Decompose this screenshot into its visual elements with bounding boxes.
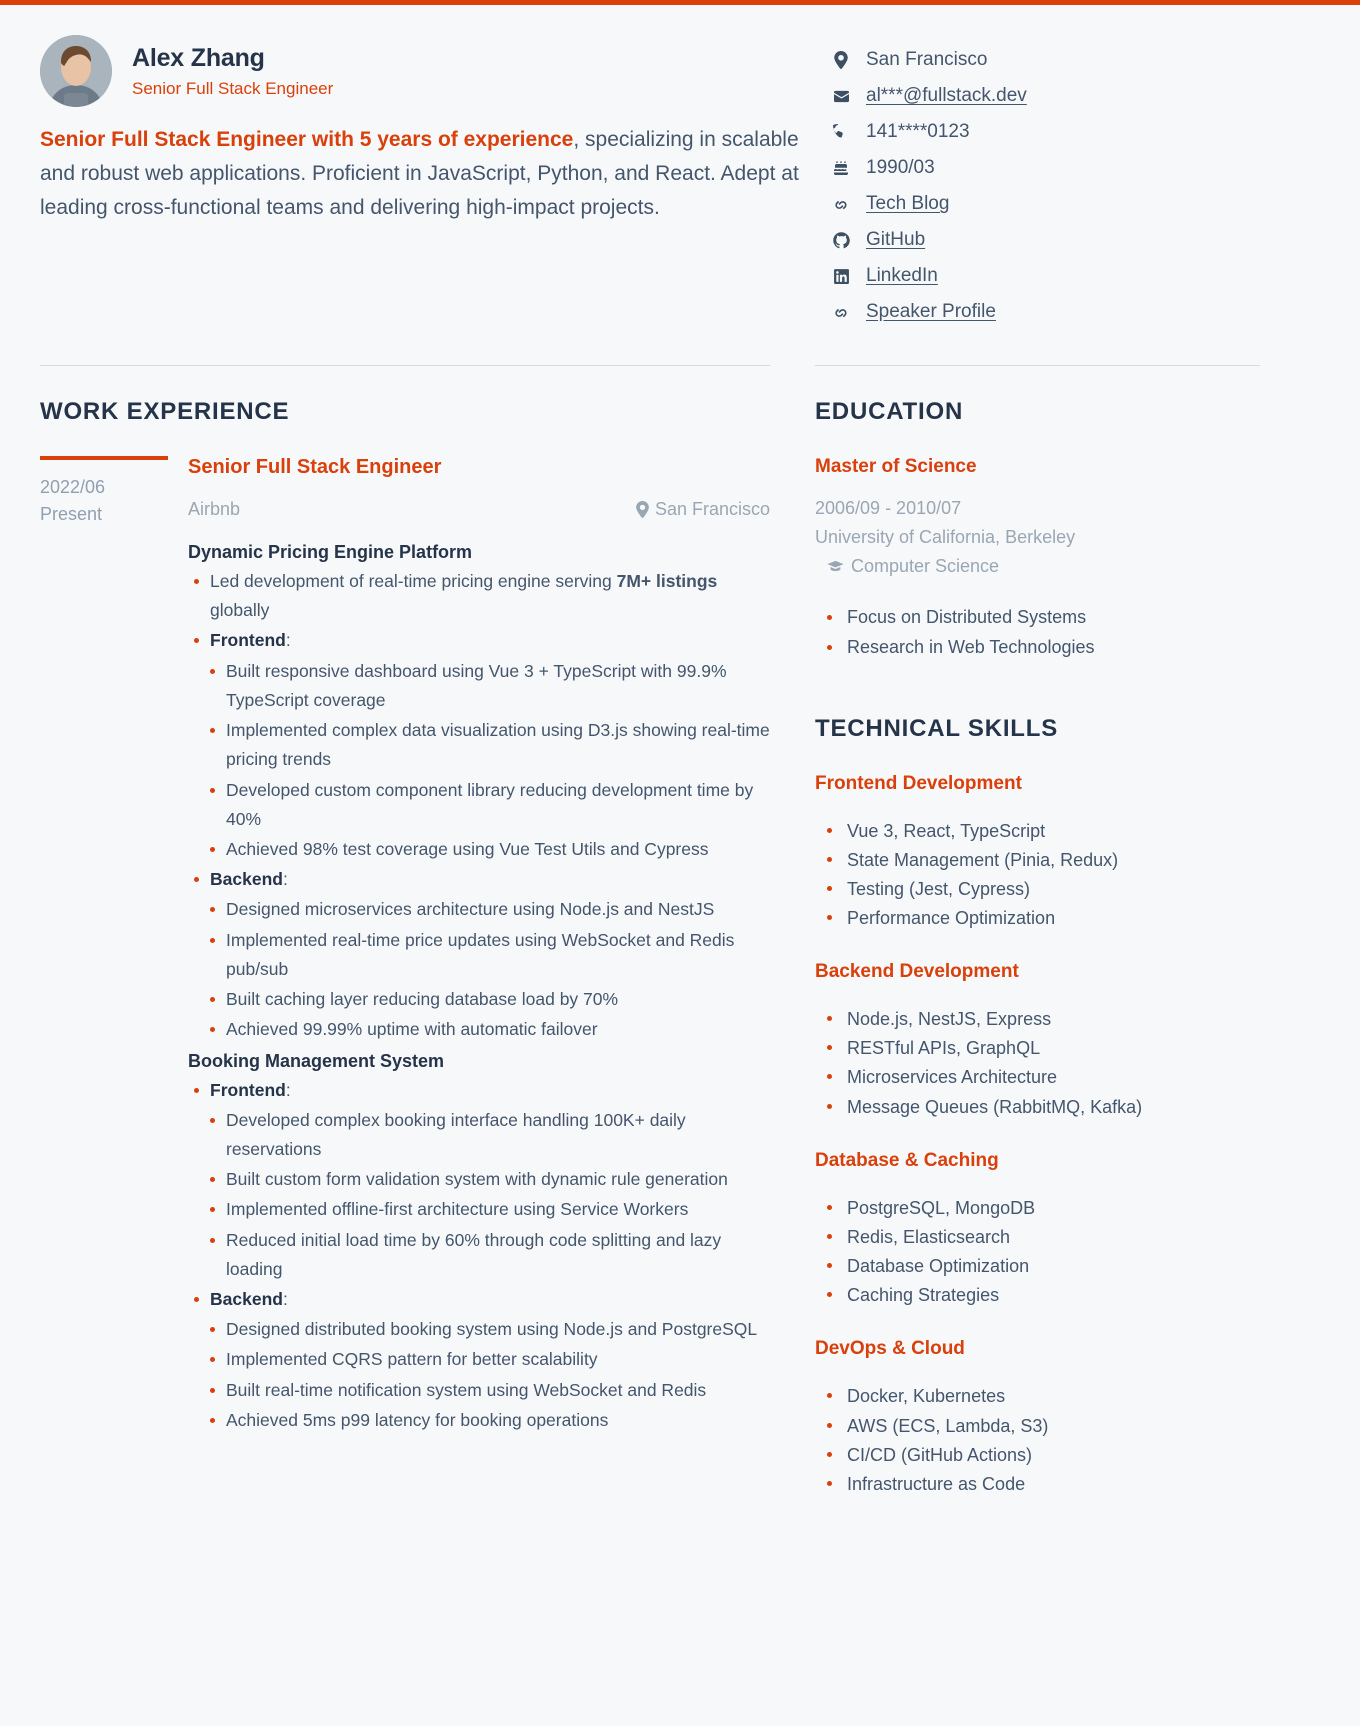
contact-item[interactable] <box>830 301 1280 323</box>
summary-highlight: Senior Full Stack Engineer with 5 years of experience <box>40 128 574 151</box>
bullet-item: Reduced initial load time by 60% through code splitting and lazy loading <box>188 1226 770 1284</box>
project-bullet-list <box>188 567 770 1045</box>
contact-item-label[interactable]: Speaker Profile <box>866 301 996 322</box>
company-name: Airbnb <box>188 499 241 519</box>
project-name: Booking Management System <box>188 1050 445 1071</box>
main-columns <box>40 398 1320 1527</box>
company-location <box>636 499 770 520</box>
job-entry <box>40 456 770 1436</box>
bullet-item: Developed complex booking interface handling 100K+ daily reservations <box>188 1106 770 1164</box>
education-highlight-item: Research in Web Technologies <box>815 633 1260 663</box>
contact-item-label: 141****0123 <box>866 121 970 142</box>
bullet-item: Developed custom component library reducing development time by 40% <box>188 776 770 834</box>
skill-item: Caching Strategies <box>815 1281 1260 1310</box>
education-section <box>815 398 1260 663</box>
contact-item-label: 1990/03 <box>866 157 935 178</box>
skill-item: State Management (Pinia, Redux) <box>815 846 1260 875</box>
bullet-item: Implemented complex data visualization using D3.js showing real-time pricing trends <box>188 716 770 774</box>
education-dates: 2006/09 - 2010/07 <box>815 498 962 518</box>
work-experience-section <box>40 398 770 1527</box>
technical-skills-heading: TECHNICAL SKILLS <box>815 714 1059 742</box>
skill-group <box>815 1338 1260 1499</box>
bullet-item: Built real-time notification system using WebSocket and Redis <box>188 1376 770 1405</box>
education-highlight-item: Focus on Distributed Systems <box>815 603 1260 633</box>
skill-item: CI/CD (GitHub Actions) <box>815 1441 1260 1470</box>
contact-item <box>830 157 1280 179</box>
github-icon <box>830 232 852 249</box>
work-experience-heading: WORK EXPERIENCE <box>40 398 290 425</box>
header-job-title: Senior Full Stack Engineer <box>132 79 334 98</box>
contact-item-label: San Francisco <box>866 49 988 70</box>
skill-item: AWS (ECS, Lambda, S3) <box>815 1412 1260 1441</box>
skill-item: Performance Optimization <box>815 904 1260 933</box>
bullet-item: Backend: <box>188 865 770 894</box>
person-avatar-photo-icon <box>40 35 112 107</box>
skill-item: Infrastructure as Code <box>815 1470 1260 1499</box>
contact-item-label[interactable]: LinkedIn <box>866 265 938 286</box>
envelope-icon <box>830 89 852 104</box>
bullet-item: Frontend: <box>188 626 770 655</box>
contact-item-label[interactable]: Tech Blog <box>866 193 950 214</box>
skill-item: Node.js, NestJS, Express <box>815 1005 1260 1034</box>
bullet-item: Implemented CQRS pattern for better scalability <box>188 1345 770 1374</box>
skill-item: PostgreSQL, MongoDB <box>815 1194 1260 1223</box>
linkedin-icon <box>830 268 852 285</box>
contact-item <box>830 121 1280 143</box>
education-major-label: Computer Science <box>851 556 1000 577</box>
education-highlights <box>815 603 1260 662</box>
skill-group-title: Backend Development <box>815 961 1019 983</box>
link-chain-icon <box>830 304 852 321</box>
avatar <box>40 35 112 107</box>
education-major <box>815 552 1260 581</box>
skill-group-title: Database & Caching <box>815 1149 999 1171</box>
skill-list <box>815 817 1260 934</box>
bullet-item: Led development of real-time pricing engine serving 7M+ listings globally <box>188 567 770 625</box>
company-row <box>188 499 770 520</box>
contact-item-label[interactable]: GitHub <box>866 229 926 250</box>
education-school: University of California, Berkeley <box>815 527 1076 548</box>
job-dates <box>40 456 188 1436</box>
contact-list <box>830 49 1280 323</box>
bullet-item: Backend: <box>188 1285 770 1314</box>
contact-item-label[interactable]: al***@fullstack.dev <box>866 85 1027 106</box>
bullet-item: Achieved 98% test coverage using Vue Test Utils and Cypress <box>188 835 770 864</box>
contact-item <box>830 49 1280 71</box>
contact-item[interactable] <box>830 193 1280 215</box>
bullet-item: Achieved 99.99% uptime with automatic failover <box>188 1015 770 1044</box>
skill-item: Redis, Elasticsearch <box>815 1223 1260 1252</box>
skill-item: Microservices Architecture <box>815 1063 1260 1092</box>
bullet-item: Built caching layer reducing database load by 70% <box>188 985 770 1014</box>
company-location-label: San Francisco <box>654 499 770 519</box>
skill-item: Database Optimization <box>815 1252 1260 1281</box>
bullet-item: Frontend: <box>188 1076 770 1105</box>
date-accent-bar <box>40 456 168 460</box>
bullet-item: Achieved 5ms p99 latency for booking operations <box>188 1406 770 1435</box>
bullet-item: Implemented real-time price updates using WebSocket and Redis pub/sub <box>188 926 770 984</box>
job-body <box>188 456 770 1436</box>
bullet-item: Built responsive dashboard using Vue 3 + TypeScript with 99.9% TypeScript coverage <box>188 657 770 715</box>
name-block <box>132 43 333 100</box>
technical-skills-section <box>815 715 1260 1500</box>
bullet-item: Designed distributed booking system using Node.js and PostgreSQL <box>188 1315 770 1344</box>
graduation-cap-icon <box>827 560 844 573</box>
contact-item[interactable] <box>830 265 1280 287</box>
resume-page <box>0 5 1360 1527</box>
birthday-cake-icon <box>830 160 852 176</box>
job-date-start: 2022/06 <box>40 477 106 497</box>
job-date-end: Present <box>40 504 103 524</box>
location-pin-icon <box>830 51 852 69</box>
projects-container <box>188 542 770 1435</box>
skill-group-title: Frontend Development <box>815 772 1022 794</box>
skill-item: Message Queues (RabbitMQ, Kafka) <box>815 1093 1260 1122</box>
resume-header <box>40 35 1320 323</box>
skill-list <box>815 1005 1260 1122</box>
skill-list <box>815 1382 1260 1499</box>
skill-group <box>815 961 1260 1122</box>
education-heading: EDUCATION <box>815 398 964 425</box>
page-title: Alex Zhang <box>132 43 265 72</box>
location-pin-icon <box>636 501 649 518</box>
project-bullet-list <box>188 1076 770 1436</box>
job-position-title: Senior Full Stack Engineer <box>188 456 442 478</box>
bullet-item: Built custom form validation system with dynamic rule generation <box>188 1165 770 1194</box>
skill-group <box>815 1150 1260 1311</box>
header-divider-row <box>40 365 1320 366</box>
header-identity-block <box>40 35 830 225</box>
bullet-item: Implemented offline-first architecture using Service Workers <box>188 1195 770 1224</box>
skill-group-title: DevOps & Cloud <box>815 1338 965 1360</box>
divider-left <box>40 365 770 366</box>
project-name: Dynamic Pricing Engine Platform <box>188 542 473 562</box>
phone-icon <box>830 124 852 140</box>
bullet-item: Designed microservices architecture using Node.js and NestJS <box>188 895 770 924</box>
link-chain-icon <box>830 196 852 213</box>
divider-right <box>815 365 1260 366</box>
skill-item: Vue 3, React, TypeScript <box>815 817 1260 846</box>
summary-rest: , specializing in scalable and robust web applications. Proficient in JavaScript, Python, and React. Adept at leading cross-functional teams and delivering high-impact projects. <box>40 128 799 220</box>
skill-item: Testing (Jest, Cypress) <box>815 875 1260 904</box>
skill-list <box>815 1194 1260 1311</box>
contact-panel <box>830 35 1280 323</box>
name-row <box>40 35 800 107</box>
education-degree: Master of Science <box>815 456 977 477</box>
profile-summary <box>40 123 800 225</box>
skill-item: RESTful APIs, GraphQL <box>815 1034 1260 1063</box>
skill-item: Docker, Kubernetes <box>815 1382 1260 1411</box>
right-column <box>815 398 1260 1527</box>
skill-group <box>815 773 1260 934</box>
contact-item[interactable] <box>830 229 1280 251</box>
skills-container <box>815 773 1260 1500</box>
contact-item[interactable] <box>830 85 1280 107</box>
